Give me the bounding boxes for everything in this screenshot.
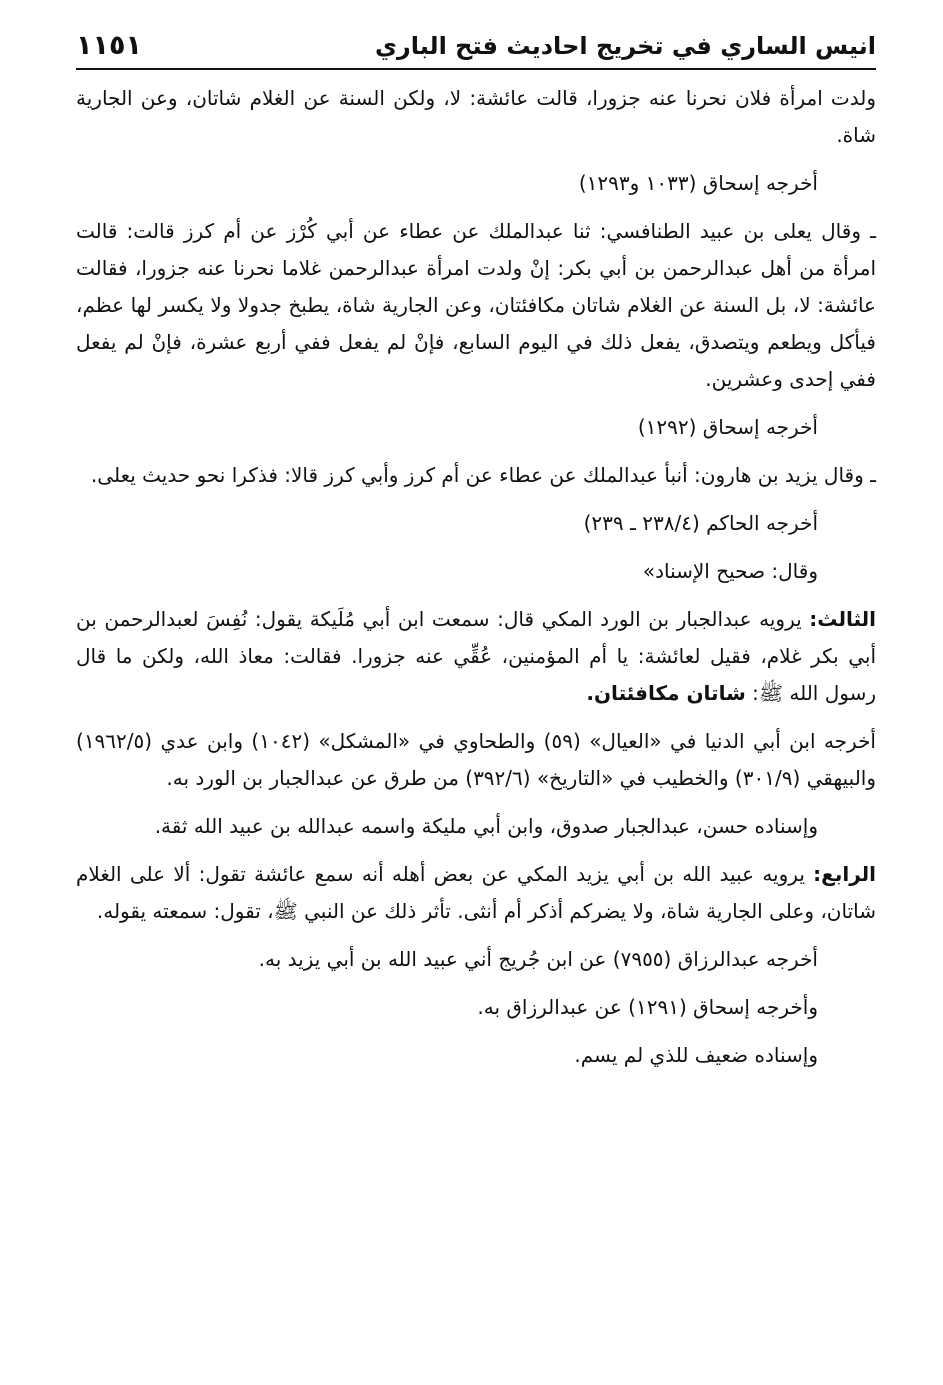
third-text: يرويه عبدالجبار بن الورد المكي قال: سمعت ابن أبي مُلَيكة يقول: نُفِسَ لعبدالرحمن بن أبي بكر غلام، فقيل لعائشة: يا أم المؤمنين، عُقِّي عنه جزورا. فقالت: معاذ الله، ولكن ما قال رسول الله ﷺ:	[76, 607, 876, 705]
running-title: انيس الساري في تخريج احاديث فتح الباري	[374, 32, 876, 60]
paragraph-third-narration	[76, 601, 876, 712]
book-page	[76, 28, 876, 1358]
reference-ishaq-2: أخرجه إسحاق (١٢٩٢)	[637, 415, 818, 439]
reference-abdulrazzaq: أخرجه عبدالرزاق (٧٩٥٥) عن ابن جُريج أني عبيد الله بن أبي يزيد به.	[258, 947, 818, 971]
reference-ishaq-3: وأخرجه إسحاق (١٢٩١) عن عبدالرزاق به.	[477, 995, 818, 1019]
paragraph-yala-narration: ـ وقال يعلى بن عبيد الطنافسي: ثنا عبدالملك عن عطاء عن أبي كُرْز عن أم كرز قالت: قالت امرأة من أهل عبدالرحمن بن أبي بكر: إنْ ولدت امرأة عبدالرحمن غلاما نحرنا عنه جزورا، فقالت عائشة: لا، بل السنة عن الغلام شاتان مكافئتان، وعن الجارية شاة، يطبخ جدولا ولا يكسر لها عظم، فيأكل ويطعم ويتصدق، يفعل ذلك في اليوم السابع، فإنْ لم يفعل ففي أربع عشرة، فإنْ لم يفعل ففي إحدى وعشرين.	[76, 219, 876, 391]
paragraph-1: ولدت امرأة فلان نحرنا عنه جزورا، قالت عائشة: لا، ولكن السنة عن الغلام شاتان، وعن الجارية شاة.	[76, 86, 876, 147]
page-header	[76, 28, 876, 70]
paragraph-fourth-narration	[76, 856, 876, 930]
reference-hakim: أخرجه الحاكم (٢٣٨/٤ ـ ٢٣٩)	[583, 511, 818, 535]
paragraph-takhrij-third: أخرجه ابن أبي الدنيا في «العيال» (٥٩) والطحاوي في «المشكل» (١٠٤٢) وابن عدي (١٩٦٢/٥) والبيهقي (٣٠١/٩) والخطيب في «التاريخ» (٣٩٢/٦) من طرق عن عبدالجبار بن الورد به.	[76, 729, 876, 790]
paragraph-isnad-hasan: وإسناده حسن، عبدالجبار صدوق، وابن أبي مليكة واسمه عبدالله بن عبيد الله ثقة.	[154, 814, 818, 838]
third-label: الثالث:	[809, 607, 877, 631]
page-number: ١١٥١	[76, 30, 142, 61]
fourth-label: الرابع:	[813, 862, 877, 886]
hakim-verdict: وقال: صحيح الإسناد»	[642, 559, 818, 583]
reference-ishaq-1: أخرجه إسحاق (١٠٣٣ و١٢٩٣)	[578, 171, 818, 195]
paragraph-yazid-narration: ـ وقال يزيد بن هارون: أنبأ عبدالملك عن عطاء عن أم كرز وأبي كرز قالا: فذكرا نحو حديث يعلى.	[90, 463, 876, 487]
page-content	[76, 80, 876, 1085]
third-quote: شاتان مكافئتان.	[586, 681, 746, 705]
fourth-text: يرويه عبيد الله بن أبي يزيد المكي عن بعض أهله أنه سمع عائشة تقول: ألا على الغلام شاتان، وعلى الجارية شاة، ولا يضركم أذكر أم أنثى. تأثر ذلك عن النبي ﷺ، تقول: سمعته يقوله.	[76, 862, 876, 923]
paragraph-isnad-daif: وإسناده ضعيف للذي لم يسم.	[574, 1043, 818, 1067]
